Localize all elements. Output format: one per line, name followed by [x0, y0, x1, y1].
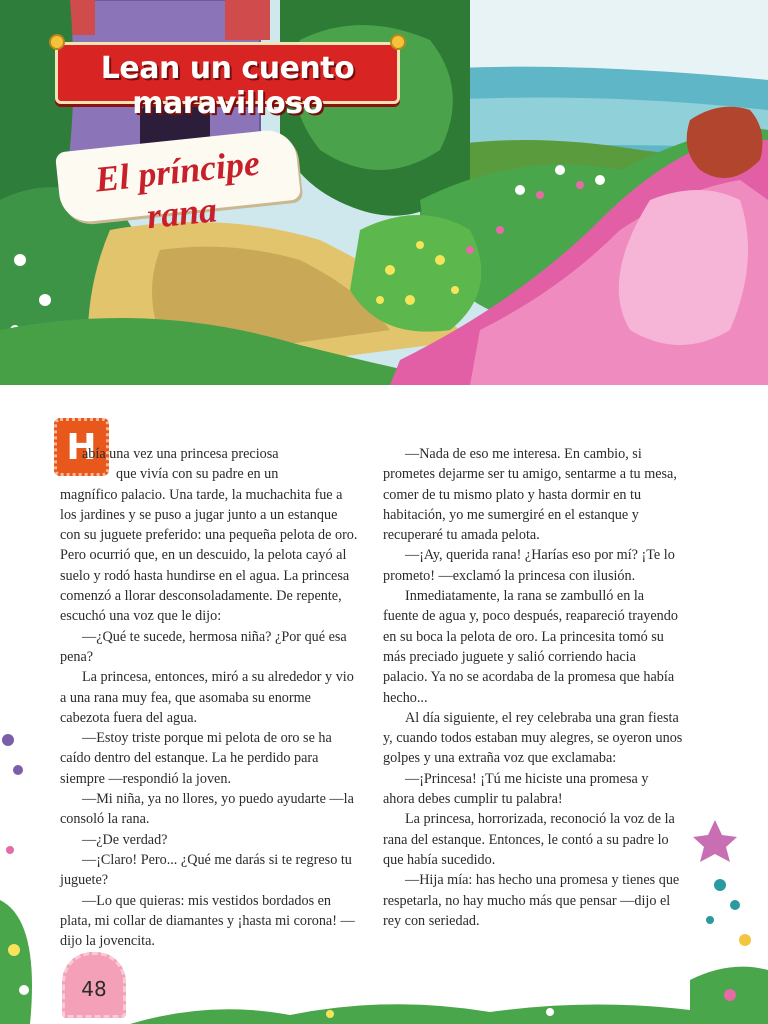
header-illustration	[0, 0, 768, 385]
paragraph: —Lo que quieras: mis vestidos bordados en plata, mi collar de diamantes y ¡hasta mi corona! —dijo la jovencita.	[60, 892, 355, 950]
paragraph: —¡Princesa! ¡Tú me hiciste una promesa y ahora debes cumplir tu palabra!	[383, 770, 649, 808]
left-pin-icon	[49, 34, 65, 50]
story-title: El príncipe rana	[93, 142, 262, 237]
opening-line-2: que vivía con su padre en un	[116, 466, 279, 483]
paragraph: Inmediatamente, la rana se zambulló en la fuente de agua y, poco después, reapareció trayendo en su boca la pelota de oro. La princesita tomó su más preciado juguete y salió corriendo hacia palacio. Ya no se acordaba de la promesa que había hecho...	[383, 588, 678, 706]
page-number-badge	[62, 952, 126, 1018]
opening-lines	[60, 444, 360, 485]
paragraph: La princesa, entonces, miró a su alrededor y vio a una rana muy fea, que asomaba su enorme cabezota fuera del agua.	[60, 669, 354, 726]
page-number: 48	[81, 977, 107, 1001]
drop-cap: H	[54, 418, 109, 476]
paragraph: —¡Ay, querida rana! ¿Harías eso por mí? ¡Te lo prometo! —exclamó la princesa con ilusión.	[383, 547, 675, 584]
paragraph: Al día siguiente, el rey celebraba una gran fiesta y, cuando todos estaban muy alegres, se oyeron unos golpes y una extraña voz que exclamaba:	[383, 709, 683, 767]
paragraph: —Mi niña, ya no llores, yo puedo ayudarte —la consoló la rana.	[60, 791, 354, 828]
bottom-leaf-decoration	[130, 990, 690, 1024]
paragraph: —¡Claro! Pero... ¿Qué me darás si te regreso tu juguete?	[60, 851, 352, 889]
paragraph: —Nada de eso me interesa. En cambio, si prometes dejarme ser tu amigo, sentarme a tu mesa, comer de tu mismo plato y hasta dormir en tu habitación, yo me sumergiré en el estanque y recuperaré tu amada pelota.	[383, 446, 677, 544]
paragraph: —Estoy triste porque mi pelota de oro se ha caído dentro del estanque. La he perdido para siempre —respondió la joven.	[60, 730, 332, 787]
paragraph: —Hija mía: has hecho una promesa y tienes que respetarla, no hay mucho más que pensar —dijo el rey con seriedad.	[383, 872, 680, 929]
right-pin-icon	[390, 34, 406, 50]
left-floral-decoration	[0, 700, 40, 1024]
paragraph: magnífico palacio. Una tarde, la muchachita fue a los jardines y se puso a jugar junto a un estanque con su juguete preferido: una pequeña pelota de oro. Pero ocurrió que, en un descuido, la pelota cayó al suelo y rodó hasta hundirse en el agua. La princesa comenzó a llorar desconsoladamente. De repente, escuchó una voz que le dijo:	[60, 486, 358, 625]
right-column	[383, 444, 683, 931]
paragraph: La princesa, horrorizada, reconoció la voz de la rana del estanque. Entonces, le contó a su padre lo que había sucedido.	[383, 811, 675, 868]
right-floral-decoration	[690, 810, 768, 1024]
page-title: Lean un cuento maravilloso	[100, 51, 355, 121]
title-banner	[55, 42, 400, 121]
paragraph: —¿Qué te sucede, hermosa niña? ¿Por qué esa pena?	[60, 628, 347, 665]
left-column	[60, 444, 360, 951]
opening-line-1: abía una vez una princesa preciosa	[82, 446, 279, 462]
paragraph: —¿De verdad?	[82, 831, 168, 848]
